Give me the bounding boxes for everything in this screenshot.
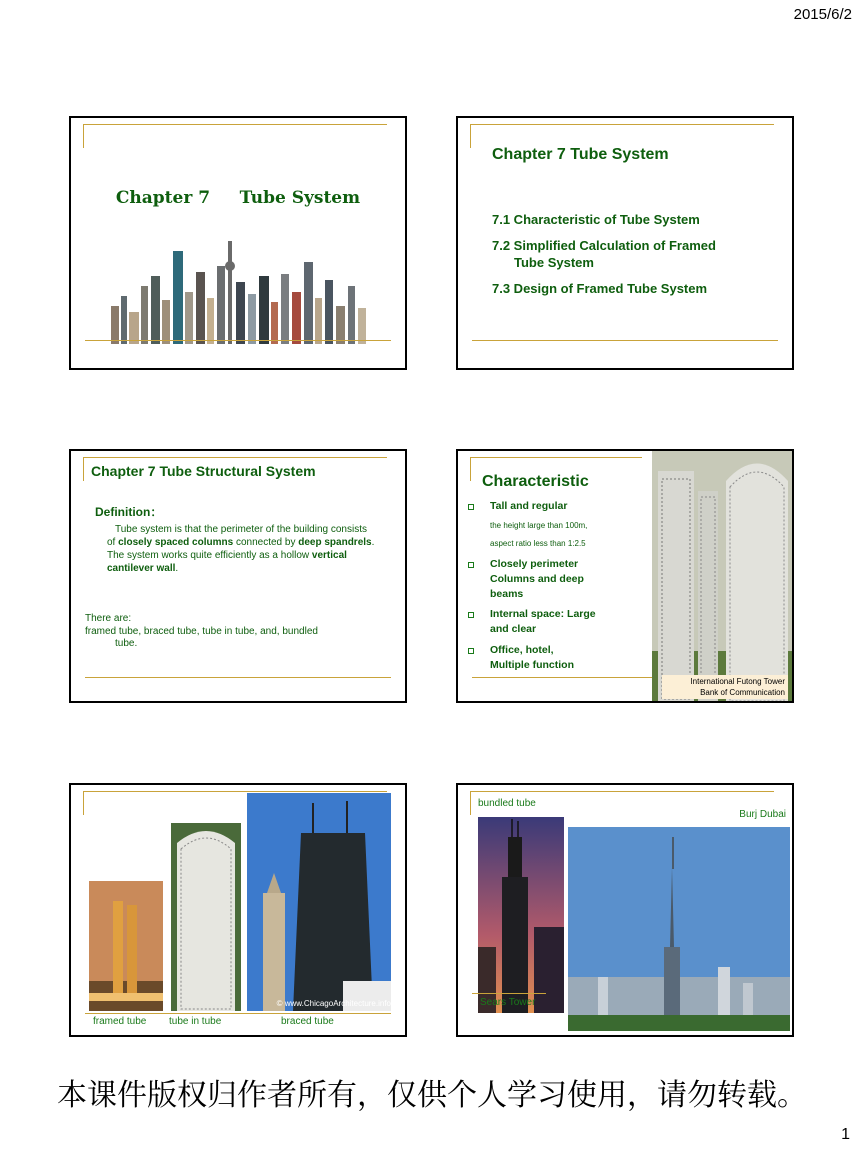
toc-item-7-3: 7.3 Design of Framed Tube System xyxy=(492,281,708,296)
slide-bottom-rule xyxy=(472,677,662,678)
toc-item-7-1: 7.1 Characteristic of Tube System xyxy=(492,212,700,227)
towers-photo xyxy=(652,451,794,703)
aspect-note: aspect ratio less than 1:2.5 xyxy=(490,539,586,548)
bullet-square-icon xyxy=(468,648,474,654)
tube-types-text: framed tube, braced tube, tube in tube, and, bundled tube. xyxy=(85,626,318,649)
slide-6[interactable] xyxy=(456,783,794,1037)
photo-caption: International Futong Tower Bank of Communication xyxy=(662,675,788,699)
definition-label: Definition： xyxy=(95,505,163,519)
skyline-image xyxy=(101,236,381,346)
caption-sears-tower: Sears Tower xyxy=(480,997,536,1008)
slide-top-rule xyxy=(83,457,387,458)
slide-2[interactable] xyxy=(456,116,794,370)
slide-side-rule xyxy=(470,124,471,148)
height-note: the height large than 100m, xyxy=(490,521,588,530)
slide-bottom-rule xyxy=(85,1013,391,1014)
slide-side-rule xyxy=(83,124,84,148)
bullet-square-icon xyxy=(468,612,474,618)
bullet-square-icon xyxy=(468,504,474,510)
slide-bottom-rule xyxy=(85,340,391,341)
slide-bottom-rule xyxy=(472,993,546,994)
toc-item-7-2-cont: Tube System xyxy=(514,255,594,270)
slide-top-rule xyxy=(470,124,774,125)
slide-2-title: Chapter 7 Tube System xyxy=(492,146,669,163)
burj-dubai-photo xyxy=(568,827,790,1031)
braced-tube-photo xyxy=(247,793,391,1011)
slide-side-rule xyxy=(470,457,471,481)
slide-4-title: Characteristic xyxy=(482,473,589,490)
slide-side-rule xyxy=(470,791,471,815)
caption-framed-tube: framed tube xyxy=(93,1016,147,1027)
slide-3-title: Chapter 7 Tube Structural System xyxy=(91,463,316,479)
print-date: 2015/6/2 xyxy=(793,6,852,23)
photo-watermark: © www.ChicagoArchitecture.info xyxy=(276,999,391,1008)
slide-side-rule xyxy=(83,457,84,481)
page-number: 1 xyxy=(841,1126,850,1143)
tube-in-tube-photo xyxy=(171,823,241,1011)
copyright-notice: 本课件版权归作者所有，仅供个人学习使用，请勿转载。 xyxy=(57,1078,807,1113)
slide-top-rule xyxy=(470,457,642,458)
slide-1[interactable] xyxy=(69,116,407,370)
slide-bottom-rule xyxy=(472,340,778,341)
bullet-square-icon xyxy=(468,562,474,568)
definition-text: Tube system is that the perimeter of the building consists of closely spaced columns connected by deep spandrels. The system works quite efficiently as a hollow vertical cantilever wall. xyxy=(107,524,375,574)
slide-5[interactable] xyxy=(69,783,407,1037)
framed-tube-photo xyxy=(89,881,163,1011)
there-are-label: There are: xyxy=(85,613,132,624)
slide-bottom-rule xyxy=(85,677,391,678)
caption-braced-tube: braced tube xyxy=(281,1016,334,1027)
caption-burj-dubai: Burj Dubai xyxy=(739,809,786,820)
slide-top-rule xyxy=(83,124,387,125)
slide-3[interactable] xyxy=(69,449,407,703)
sears-tower-photo xyxy=(478,817,564,1013)
slide-4[interactable]: Characteristic Tall and regular the height large than 100m, aspect ratio less than 1:2.5 Closely perimeter Columns and deep beams Internal space: Large and clear Office, hotel, Multiple function International Futong Tower Bank of Communication xyxy=(456,449,794,703)
slide-top-rule xyxy=(83,791,387,792)
slide-side-rule xyxy=(83,791,84,815)
slide-top-rule xyxy=(470,791,774,792)
caption-tube-in-tube: tube in tube xyxy=(169,1016,222,1027)
slide-1-title: Chapter 7 Tube System xyxy=(115,188,361,208)
caption-bundled-tube: bundled tube xyxy=(478,798,536,809)
toc-item-7-2: 7.2 Simplified Calculation of Framed xyxy=(492,238,716,253)
